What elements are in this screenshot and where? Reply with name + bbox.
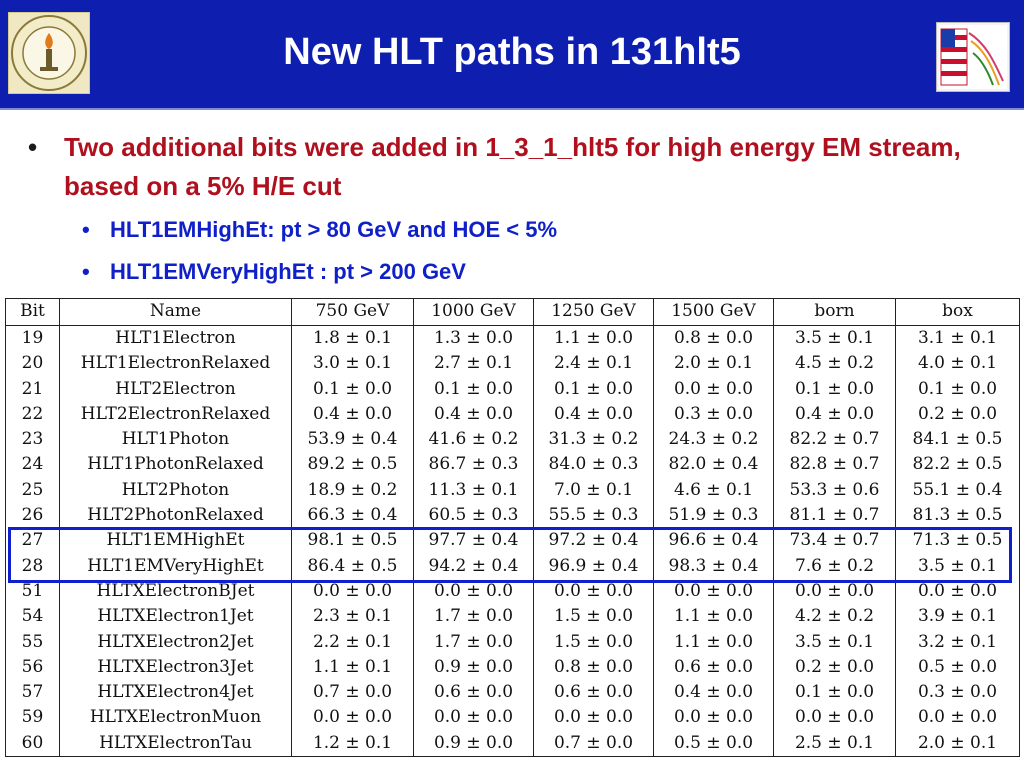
name-cell: HLT1Electron [60, 326, 292, 352]
name-cell: HLT2Electron [60, 377, 292, 402]
header-cell: Bit [6, 299, 60, 326]
table-row [6, 478, 1020, 503]
value-cell: 2.2 ± 0.1 [292, 630, 414, 655]
table-row [6, 655, 1020, 680]
value-cell: 2.5 ± 0.1 [774, 731, 896, 757]
table-row [6, 554, 1020, 579]
slide-title: New HLT paths in 131hlt5 [283, 31, 741, 73]
value-cell: 97.2 ± 0.4 [534, 528, 654, 553]
value-cell: 0.5 ± 0.0 [896, 655, 1020, 680]
name-cell: HLTXElectron1Jet [60, 604, 292, 629]
table-row [6, 351, 1020, 376]
name-cell: HLT1EMHighEt [60, 528, 292, 553]
bit-cell: 59 [6, 705, 60, 730]
name-cell: HLTXElectronTau [60, 731, 292, 757]
value-cell: 0.1 ± 0.0 [414, 377, 534, 402]
value-cell: 0.4 ± 0.0 [654, 680, 774, 705]
bit-cell: 21 [6, 377, 60, 402]
value-cell: 96.9 ± 0.4 [534, 554, 654, 579]
value-cell: 3.5 ± 0.1 [896, 554, 1020, 579]
bit-cell: 55 [6, 630, 60, 655]
value-cell: 2.7 ± 0.1 [414, 351, 534, 376]
value-cell: 1.1 ± 0.1 [292, 655, 414, 680]
bullet-dot-icon: • [82, 259, 90, 284]
bit-cell: 26 [6, 503, 60, 528]
table-row [6, 427, 1020, 452]
value-cell: 84.0 ± 0.3 [534, 452, 654, 477]
value-cell: 84.1 ± 0.5 [896, 427, 1020, 452]
bit-cell: 54 [6, 604, 60, 629]
value-cell: 0.0 ± 0.0 [774, 705, 896, 730]
value-cell: 0.1 ± 0.0 [534, 377, 654, 402]
value-cell: 4.0 ± 0.1 [896, 351, 1020, 376]
value-cell: 18.9 ± 0.2 [292, 478, 414, 503]
table-row [6, 630, 1020, 655]
bit-cell: 20 [6, 351, 60, 376]
value-cell: 0.0 ± 0.0 [654, 579, 774, 604]
value-cell: 81.3 ± 0.5 [896, 503, 1020, 528]
value-cell: 2.4 ± 0.1 [534, 351, 654, 376]
name-cell: HLTXElectron3Jet [60, 655, 292, 680]
header-cell: 1000 GeV [414, 299, 534, 326]
value-cell: 0.1 ± 0.0 [774, 680, 896, 705]
value-cell: 2.0 ± 0.1 [654, 351, 774, 376]
value-cell: 0.3 ± 0.0 [896, 680, 1020, 705]
value-cell: 89.2 ± 0.5 [292, 452, 414, 477]
value-cell: 81.1 ± 0.7 [774, 503, 896, 528]
value-cell: 0.2 ± 0.0 [896, 402, 1020, 427]
value-cell: 0.6 ± 0.0 [534, 680, 654, 705]
value-cell: 0.6 ± 0.0 [414, 680, 534, 705]
bullet-dot-icon: • [82, 217, 90, 242]
value-cell: 0.0 ± 0.0 [896, 705, 1020, 730]
bit-cell: 22 [6, 402, 60, 427]
value-cell: 73.4 ± 0.7 [774, 528, 896, 553]
header-cell: 750 GeV [292, 299, 414, 326]
value-cell: 0.0 ± 0.0 [654, 377, 774, 402]
bit-cell: 28 [6, 554, 60, 579]
name-cell: HLT2PhotonRelaxed [60, 503, 292, 528]
bit-cell: 24 [6, 452, 60, 477]
value-cell: 0.0 ± 0.0 [774, 579, 896, 604]
name-cell: HLT1PhotonRelaxed [60, 452, 292, 477]
table-row [6, 326, 1020, 352]
name-cell: HLTXElectronBJet [60, 579, 292, 604]
value-cell: 3.0 ± 0.1 [292, 351, 414, 376]
value-cell: 3.1 ± 0.1 [896, 326, 1020, 352]
value-cell: 86.7 ± 0.3 [414, 452, 534, 477]
value-cell: 0.9 ± 0.0 [414, 731, 534, 757]
table-header-row [6, 299, 1020, 326]
value-cell: 3.5 ± 0.1 [774, 630, 896, 655]
table-row [6, 579, 1020, 604]
header-cell: born [774, 299, 896, 326]
sub-bullet-text: HLT1EMHighEt: pt > 80 GeV and HOE < 5% [110, 217, 558, 242]
value-cell: 97.7 ± 0.4 [414, 528, 534, 553]
value-cell: 0.4 ± 0.0 [414, 402, 534, 427]
value-cell: 0.0 ± 0.0 [292, 705, 414, 730]
value-cell: 82.0 ± 0.4 [654, 452, 774, 477]
value-cell: 41.6 ± 0.2 [414, 427, 534, 452]
table-row [6, 452, 1020, 477]
caltech-seal-logo [8, 12, 90, 94]
header-cell: Name [60, 299, 292, 326]
value-cell: 0.1 ± 0.0 [774, 377, 896, 402]
slide-header [0, 0, 1024, 110]
value-cell: 0.3 ± 0.0 [654, 402, 774, 427]
value-cell: 1.1 ± 0.0 [654, 604, 774, 629]
value-cell: 1.8 ± 0.1 [292, 326, 414, 352]
name-cell: HLTXElectron2Jet [60, 630, 292, 655]
header-cell: box [896, 299, 1020, 326]
table-row [6, 731, 1020, 757]
value-cell: 4.5 ± 0.2 [774, 351, 896, 376]
value-cell: 0.0 ± 0.0 [654, 705, 774, 730]
value-cell: 3.5 ± 0.1 [774, 326, 896, 352]
value-cell: 1.1 ± 0.0 [534, 326, 654, 352]
table-row [6, 705, 1020, 730]
value-cell: 0.4 ± 0.0 [774, 402, 896, 427]
value-cell: 51.9 ± 0.3 [654, 503, 774, 528]
value-cell: 3.2 ± 0.1 [896, 630, 1020, 655]
main-bullet-text: Two additional bits were added in 1_3_1_hlt5 for high energy EM stream, based on a 5% H/E cut [64, 132, 961, 201]
value-cell: 82.8 ± 0.7 [774, 452, 896, 477]
value-cell: 82.2 ± 0.7 [774, 427, 896, 452]
value-cell: 0.0 ± 0.0 [414, 705, 534, 730]
value-cell: 53.3 ± 0.6 [774, 478, 896, 503]
table-row [6, 528, 1020, 553]
sub-bullet-text: HLT1EMVeryHighEt : pt > 200 GeV [110, 259, 466, 284]
value-cell: 1.1 ± 0.0 [654, 630, 774, 655]
value-cell: 98.1 ± 0.5 [292, 528, 414, 553]
name-cell: HLT2Photon [60, 478, 292, 503]
value-cell: 3.9 ± 0.1 [896, 604, 1020, 629]
table-row [6, 402, 1020, 427]
value-cell: 0.7 ± 0.0 [292, 680, 414, 705]
name-cell: HLT1EMVeryHighEt [60, 554, 292, 579]
name-cell: HLT1Photon [60, 427, 292, 452]
value-cell: 0.0 ± 0.0 [414, 579, 534, 604]
value-cell: 0.7 ± 0.0 [534, 731, 654, 757]
name-cell: HLTXElectronMuon [60, 705, 292, 730]
value-cell: 0.1 ± 0.0 [896, 377, 1020, 402]
value-cell: 0.8 ± 0.0 [534, 655, 654, 680]
value-cell: 82.2 ± 0.5 [896, 452, 1020, 477]
value-cell: 0.4 ± 0.0 [534, 402, 654, 427]
value-cell: 71.3 ± 0.5 [896, 528, 1020, 553]
value-cell: 4.6 ± 0.1 [654, 478, 774, 503]
value-cell: 0.0 ± 0.0 [534, 579, 654, 604]
value-cell: 94.2 ± 0.4 [414, 554, 534, 579]
table-row [6, 377, 1020, 402]
value-cell: 24.3 ± 0.2 [654, 427, 774, 452]
bit-cell: 23 [6, 427, 60, 452]
value-cell: 1.7 ± 0.0 [414, 630, 534, 655]
value-cell: 55.1 ± 0.4 [896, 478, 1020, 503]
name-cell: HLT1ElectronRelaxed [60, 351, 292, 376]
name-cell: HLTXElectron4Jet [60, 680, 292, 705]
value-cell: 7.6 ± 0.2 [774, 554, 896, 579]
table-row [6, 680, 1020, 705]
value-cell: 2.0 ± 0.1 [896, 731, 1020, 757]
value-cell: 2.3 ± 0.1 [292, 604, 414, 629]
bit-cell: 56 [6, 655, 60, 680]
bit-cell: 19 [6, 326, 60, 352]
value-cell: 4.2 ± 0.2 [774, 604, 896, 629]
value-cell: 0.6 ± 0.0 [654, 655, 774, 680]
bit-cell: 51 [6, 579, 60, 604]
value-cell: 66.3 ± 0.4 [292, 503, 414, 528]
table-body [6, 326, 1020, 757]
value-cell: 0.0 ± 0.0 [534, 705, 654, 730]
value-cell: 0.8 ± 0.0 [654, 326, 774, 352]
bit-cell: 25 [6, 478, 60, 503]
value-cell: 55.5 ± 0.3 [534, 503, 654, 528]
value-cell: 1.7 ± 0.0 [414, 604, 534, 629]
table-row [6, 604, 1020, 629]
bit-cell: 60 [6, 731, 60, 757]
value-cell: 98.3 ± 0.4 [654, 554, 774, 579]
name-cell: HLT2ElectronRelaxed [60, 402, 292, 427]
value-cell: 86.4 ± 0.5 [292, 554, 414, 579]
value-cell: 0.4 ± 0.0 [292, 402, 414, 427]
value-cell: 0.9 ± 0.0 [414, 655, 534, 680]
table-header [6, 299, 1020, 326]
trigger-efficiency-table [5, 298, 1019, 757]
value-cell: 0.5 ± 0.0 [654, 731, 774, 757]
header-cell: 1250 GeV [534, 299, 654, 326]
value-cell: 31.3 ± 0.2 [534, 427, 654, 452]
value-cell: 0.0 ± 0.0 [292, 579, 414, 604]
table-row [6, 503, 1020, 528]
bit-cell: 57 [6, 680, 60, 705]
value-cell: 1.2 ± 0.1 [292, 731, 414, 757]
header-cell: 1500 GeV [654, 299, 774, 326]
value-cell: 53.9 ± 0.4 [292, 427, 414, 452]
value-cell: 11.3 ± 0.1 [414, 478, 534, 503]
value-cell: 60.5 ± 0.3 [414, 503, 534, 528]
value-cell: 0.2 ± 0.0 [774, 655, 896, 680]
bullet-dot-icon: • [28, 132, 38, 162]
value-cell: 1.5 ± 0.0 [534, 604, 654, 629]
value-cell: 96.6 ± 0.4 [654, 528, 774, 553]
value-cell: 1.3 ± 0.0 [414, 326, 534, 352]
value-cell: 1.5 ± 0.0 [534, 630, 654, 655]
value-cell: 0.1 ± 0.0 [292, 377, 414, 402]
value-cell: 7.0 ± 0.1 [534, 478, 654, 503]
us-cms-logo [936, 22, 1010, 92]
bit-cell: 27 [6, 528, 60, 553]
value-cell: 0.0 ± 0.0 [896, 579, 1020, 604]
